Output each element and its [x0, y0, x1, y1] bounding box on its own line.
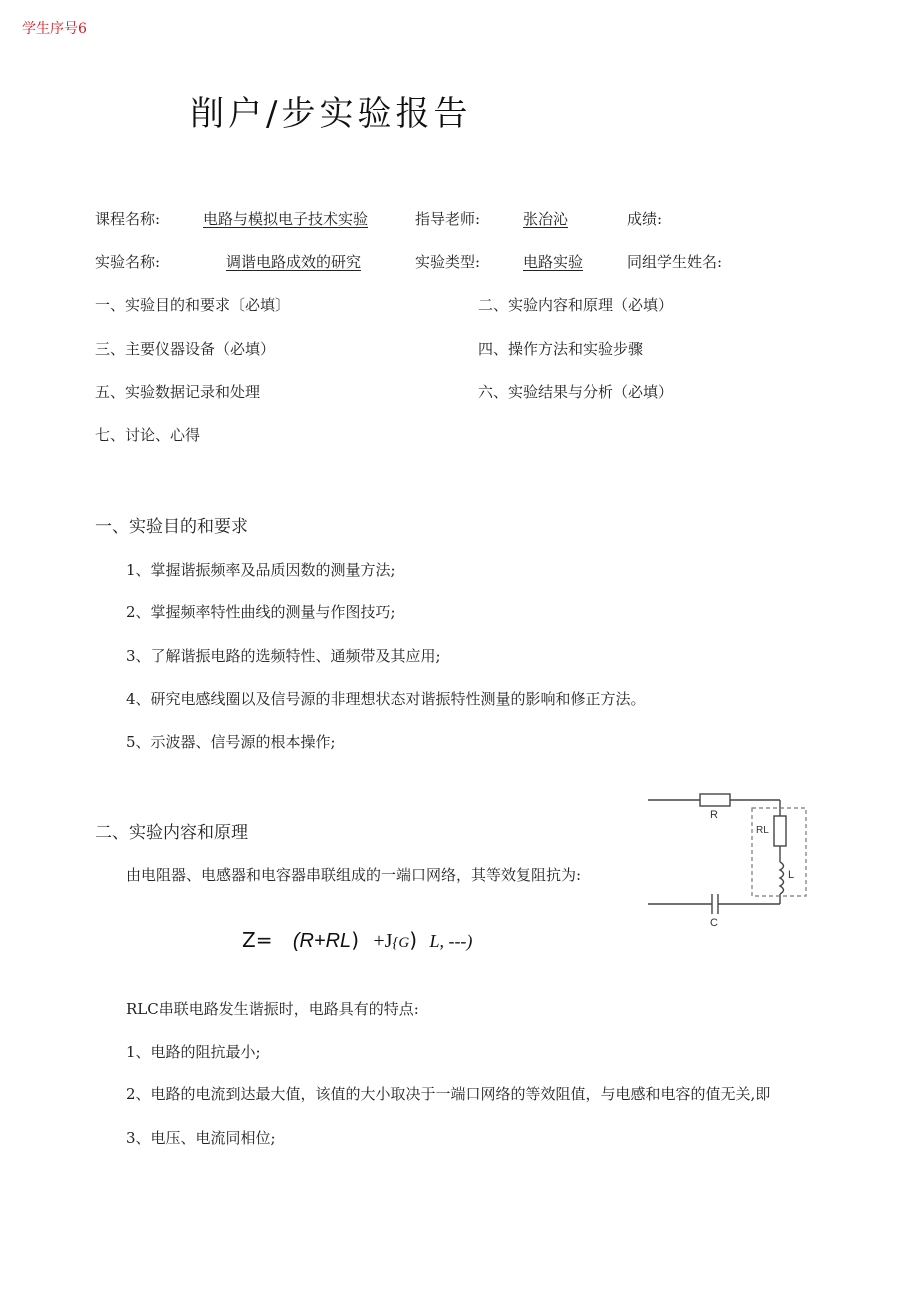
list-item: 2、电路的电流到达最大值，该值的大小取决于一端口网络的等效阻值，与电感和电容的值无关,即 [126, 1085, 771, 1103]
toc-item: 四、操作方法和实验步骤 [478, 340, 644, 358]
group-label: 同组学生姓名: [627, 253, 723, 271]
type-value: 电路实验 [523, 253, 584, 271]
experiment-value: 调谐电路成效的研究 [226, 253, 362, 271]
label-c: C [710, 917, 718, 929]
list-item: 1、掌握谐振频率及品质因数的测量方法; [126, 561, 396, 579]
toc-item: 六、实验结果与分析（必填） [478, 383, 674, 401]
list-item: 4、研究电感线圈以及信号源的非理想状态对谐振特性测量的影响和修正方法。 [126, 690, 646, 708]
label-rl: RL [756, 825, 769, 836]
section2-heading: 二、实验内容和原理 [95, 823, 248, 843]
toc-item: 二、实验内容和原理（必填） [478, 296, 674, 314]
formula-part: (R+RL [292, 930, 352, 952]
type-label: 实验类型: [415, 253, 481, 271]
course-label: 课程名称: [95, 210, 161, 228]
toc-item: 七、讨论、心得 [95, 426, 201, 444]
toc-item: 三、主要仪器设备（必填） [95, 340, 276, 358]
toc-item: 五、实验数据记录和处理 [95, 383, 261, 401]
formula-part: L, ---) [429, 931, 473, 951]
list-item: 3、电压、电流同相位; [126, 1129, 276, 1147]
list-item: 5、示波器、信号源的根本操作; [126, 733, 336, 751]
grade-label: 成绩: [627, 210, 663, 228]
formula-part: ) [409, 928, 418, 952]
formula-part: ) [351, 928, 359, 952]
formula-part: +J [373, 930, 393, 952]
teacher-label: 指导老师: [415, 210, 481, 228]
formula-part: {G [392, 935, 410, 951]
formula-part: Z= [242, 928, 273, 952]
list-item: 3、了解谐振电路的选频特性、通频带及其应用; [126, 647, 441, 665]
label-r: R [710, 809, 718, 821]
teacher-value: 张冶沁 [523, 210, 569, 228]
student-number-tag: 学生序号6 [22, 21, 87, 37]
rlc-circuit-diagram [640, 786, 820, 936]
section2-intro: 由电阻器、电感器和电容器串联组成的一端口网络，其等效复阻抗为: [126, 866, 582, 884]
list-item: 2、掌握频率特性曲线的测量与作图技巧; [126, 603, 396, 621]
toc-item: 一、实验目的和要求〔必填〕 [95, 296, 291, 314]
impedance-formula [242, 928, 472, 953]
report-title: 削户/步实验报告 [190, 94, 472, 134]
experiment-label: 实验名称: [95, 253, 161, 271]
section1-heading: 一、实验目的和要求 [95, 517, 248, 537]
rlc-intro: RLC串联电路发生谐振时，电路具有的特点: [126, 1000, 419, 1018]
list-item: 1、电路的阻抗最小; [126, 1043, 261, 1061]
course-value: 电路与模拟电子技术实验 [203, 210, 369, 228]
label-l: L [788, 869, 795, 881]
